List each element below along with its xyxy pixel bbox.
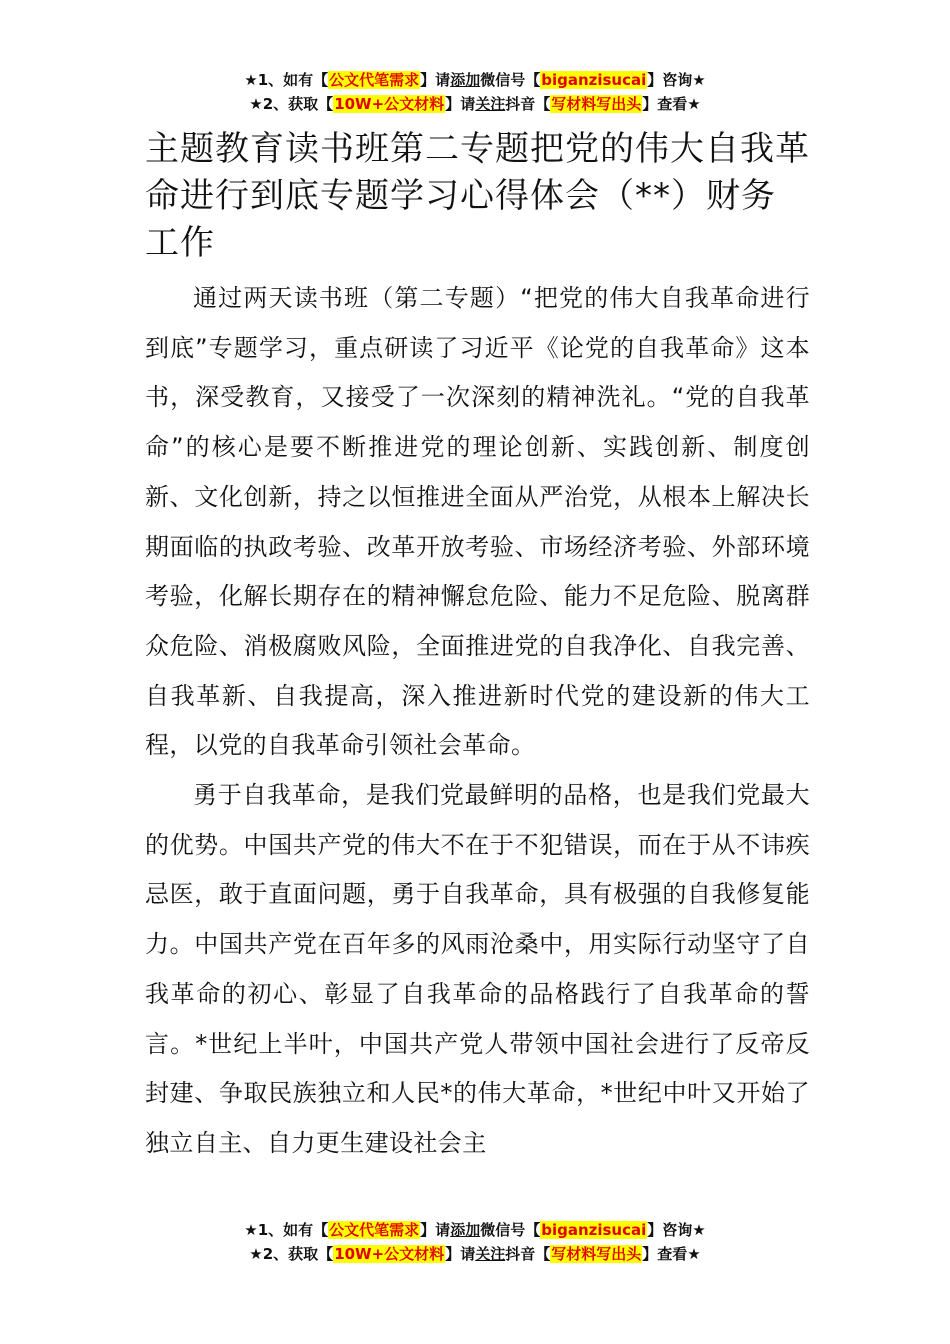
footer-line-2-mid2: 抖音【 (505, 1245, 551, 1263)
promo-line-2-highlight-douyin: 写材料写出头 (551, 95, 642, 113)
promo-line-2-suffix: 】查看★ (642, 95, 701, 113)
footer-line-2-highlight-materials: 10W+公文材料 (334, 1245, 445, 1263)
footer-line-1-suffix: 】咨询★ (647, 1221, 706, 1239)
footer-line-1-highlight-service: 公文代笔需求 (329, 1221, 420, 1239)
promo-line-1-prefix: ★1、如有【 (244, 71, 329, 89)
footer-line-2-prefix: ★2、获取【 (249, 1245, 334, 1263)
promo-line-1-highlight-wechat: biganzisucai (541, 71, 647, 89)
paragraph-2: 勇于自我革命，是我们党最鲜明的品格，也是我们党最大的优势。中国共产党的伟大不在于不犯错误，而在于从不讳疾忌医，敢于直面问题，勇于自我革命，具有极强的自我修复能力。中国共产党在百年多的风雨沧桑中，用实际行动坚守了自我革命的初心、彰显了自我革命的品格践行了自我革命的誓言。*世纪上半叶，中国共产党人带领中国社会进行了反帝反封建、争取民族独立和人民*的伟大革命，*世纪中叶又开始了独立自主、自力更生建设社会主 (145, 781, 810, 1157)
promo-line-1-mid: 】请 (420, 71, 451, 89)
promo-line-1-mid2: 微信号【 (480, 71, 541, 89)
footer-promo-line-2 (0, 1242, 950, 1266)
footer-line-2-suffix: 】查看★ (642, 1245, 701, 1263)
document-body (145, 126, 810, 1169)
footer-line-1-underline: 添加 (450, 1221, 481, 1239)
promo-line-2 (0, 92, 950, 116)
promo-line-2-mid: 】请 (445, 95, 476, 113)
promo-line-1-underline: 添加 (450, 71, 481, 89)
promo-line-1-suffix: 】咨询★ (647, 71, 706, 89)
footer-promo-line-1 (0, 1218, 950, 1242)
footer-line-2-underline: 关注 (475, 1245, 506, 1263)
promo-line-2-mid2: 抖音【 (505, 95, 551, 113)
footer-promo-banner (0, 1218, 950, 1266)
footer-line-1-mid2: 微信号【 (480, 1221, 541, 1239)
document-title: 主题教育读书班第二专题把党的伟大自我革命进行到底专题学习心得体会（**）财务工作 (145, 129, 810, 263)
footer-line-1-prefix: ★1、如有【 (244, 1221, 329, 1239)
promo-line-2-highlight-materials: 10W+公文材料 (334, 95, 445, 113)
promo-line-2-prefix: ★2、获取【 (249, 95, 334, 113)
paragraph-1: 通过两天读书班（第二专题）“把党的伟大自我革命进行到底”专题学习，重点研读了习近平《论党的自我革命》这本书，深受教育，又接受了一次深刻的精神洗礼。“党的自我革命”的核心是要不断推进党的理论创新、实践创新、制度创新、文化创新，持之以恒推进全面从严治党，从根本上解决长期面临的执政考验、改革开放考验、市场经济考验、外部环境考验，化解长期存在的精神懈怠危险、能力不足危险、脱离群众危险、消极腐败风险，全面推进党的自我净化、自我完善、自我革新、自我提高，深入推进新时代党的建设新的伟大工程，以党的自我革命引领社会革命。 (145, 284, 810, 760)
promo-line-1-highlight-service: 公文代笔需求 (329, 71, 420, 89)
promo-line-1 (0, 68, 950, 92)
header-promo-banner (0, 68, 950, 116)
footer-line-1-highlight-wechat: biganzisucai (541, 1221, 647, 1239)
footer-line-1-mid: 】请 (420, 1221, 451, 1239)
footer-line-2-mid: 】请 (445, 1245, 476, 1263)
promo-line-2-underline: 关注 (475, 95, 506, 113)
footer-line-2-highlight-douyin: 写材料写出头 (551, 1245, 642, 1263)
